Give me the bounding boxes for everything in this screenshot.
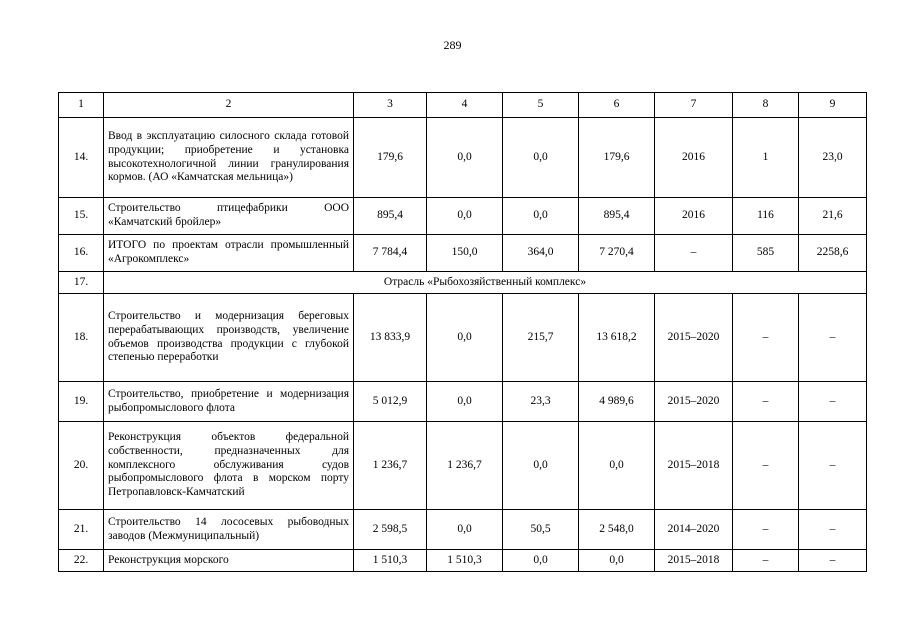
row-number: 20. [59, 422, 104, 510]
cell-c9: – [799, 382, 867, 422]
cell-c7: 2015–2018 [655, 550, 733, 572]
cell-c9: 2258,6 [799, 235, 867, 272]
cell-c7: 2015–2018 [655, 422, 733, 510]
cell-c4: 1 510,3 [427, 550, 503, 572]
cell-c6: 4 989,6 [579, 382, 655, 422]
cell-c3: 895,4 [354, 198, 427, 235]
cell-c4: 0,0 [427, 198, 503, 235]
cell-c9: 23,0 [799, 118, 867, 198]
cell-c8: – [733, 422, 799, 510]
column-header: 4 [427, 93, 503, 118]
cell-c8: – [733, 382, 799, 422]
cell-c4: 0,0 [427, 294, 503, 382]
project-description: Строительство 14 лососевых рыбоводных заводов (Межмуниципальный) [104, 510, 354, 550]
cell-c9: – [799, 550, 867, 572]
cell-c4: 0,0 [427, 510, 503, 550]
table-row [59, 382, 867, 422]
cell-c4: 150,0 [427, 235, 503, 272]
cell-c8: 585 [733, 235, 799, 272]
cell-c3: 2 598,5 [354, 510, 427, 550]
cell-c5: 364,0 [503, 235, 579, 272]
cell-c6: 2 548,0 [579, 510, 655, 550]
cell-c3: 179,6 [354, 118, 427, 198]
projects-table [58, 92, 867, 572]
row-number: 18. [59, 294, 104, 382]
cell-c4: 1 236,7 [427, 422, 503, 510]
cell-c4: 0,0 [427, 382, 503, 422]
cell-c8: – [733, 510, 799, 550]
cell-c5: 215,7 [503, 294, 579, 382]
cell-c9: – [799, 422, 867, 510]
column-header: 2 [104, 93, 354, 118]
table-row [59, 235, 867, 272]
cell-c9: – [799, 510, 867, 550]
cell-c7: 2015–2020 [655, 294, 733, 382]
table-row [59, 118, 867, 198]
cell-c5: 23,3 [503, 382, 579, 422]
row-number: 14. [59, 118, 104, 198]
table-row [59, 422, 867, 510]
cell-c3: 7 784,4 [354, 235, 427, 272]
cell-c7: 2016 [655, 198, 733, 235]
row-number: 17. [59, 272, 104, 294]
cell-c3: 13 833,9 [354, 294, 427, 382]
table-header-row [59, 93, 867, 118]
project-description: ИТОГО по проектам отрасли промышленный «Агрокомплекс» [104, 235, 354, 272]
project-description: Реконструкция морского [104, 550, 354, 572]
row-number: 21. [59, 510, 104, 550]
cell-c6: 13 618,2 [579, 294, 655, 382]
table-row [59, 198, 867, 235]
row-number: 19. [59, 382, 104, 422]
row-number: 22. [59, 550, 104, 572]
project-description: Строительство, приобретение и модернизация рыбопромыслового флота [104, 382, 354, 422]
cell-c9: 21,6 [799, 198, 867, 235]
cell-c5: 50,5 [503, 510, 579, 550]
cell-c6: 895,4 [579, 198, 655, 235]
column-header: 9 [799, 93, 867, 118]
cell-c7: 2014–2020 [655, 510, 733, 550]
project-description: Реконструкция объектов федеральной собственности, предназначенных для комплексного обслуживания судов рыбопромыслового флота в морском порту Петропавловск-Камчатский [104, 422, 354, 510]
cell-c9: – [799, 294, 867, 382]
column-header: 3 [354, 93, 427, 118]
cell-c8: – [733, 550, 799, 572]
cell-c7: – [655, 235, 733, 272]
section-title: Отрасль «Рыбохозяйственный комплекс» [104, 272, 867, 294]
table-row [59, 510, 867, 550]
column-header: 8 [733, 93, 799, 118]
cell-c3: 1 510,3 [354, 550, 427, 572]
column-header: 6 [579, 93, 655, 118]
cell-c6: 7 270,4 [579, 235, 655, 272]
cell-c6: 0,0 [579, 550, 655, 572]
section-row [59, 272, 867, 294]
cell-c6: 0,0 [579, 422, 655, 510]
cell-c6: 179,6 [579, 118, 655, 198]
table-row [59, 294, 867, 382]
cell-c3: 1 236,7 [354, 422, 427, 510]
column-header: 7 [655, 93, 733, 118]
project-description: Строительство и модернизация береговых перерабатывающих производств, увеличение объемов производства продукции с глубокой степенью переработки [104, 294, 354, 382]
page-number: 289 [443, 38, 462, 52]
cell-c4: 0,0 [427, 118, 503, 198]
cell-c8: – [733, 294, 799, 382]
cell-c5: 0,0 [503, 422, 579, 510]
cell-c3: 5 012,9 [354, 382, 427, 422]
project-description: Строительство птицефабрики ООО «Камчатский бройлер» [104, 198, 354, 235]
cell-c7: 2016 [655, 118, 733, 198]
table-row [59, 550, 867, 572]
project-description: Ввод в эксплуатацию силосного склада готовой продукции; приобретение и установка высокотехнологичной линии гранулирования кормов. (АО «Камчатская мельница») [104, 118, 354, 198]
cell-c7: 2015–2020 [655, 382, 733, 422]
cell-c5: 0,0 [503, 550, 579, 572]
column-header: 5 [503, 93, 579, 118]
cell-c8: 1 [733, 118, 799, 198]
row-number: 15. [59, 198, 104, 235]
column-header: 1 [59, 93, 104, 118]
cell-c5: 0,0 [503, 118, 579, 198]
cell-c8: 116 [733, 198, 799, 235]
cell-c5: 0,0 [503, 198, 579, 235]
row-number: 16. [59, 235, 104, 272]
